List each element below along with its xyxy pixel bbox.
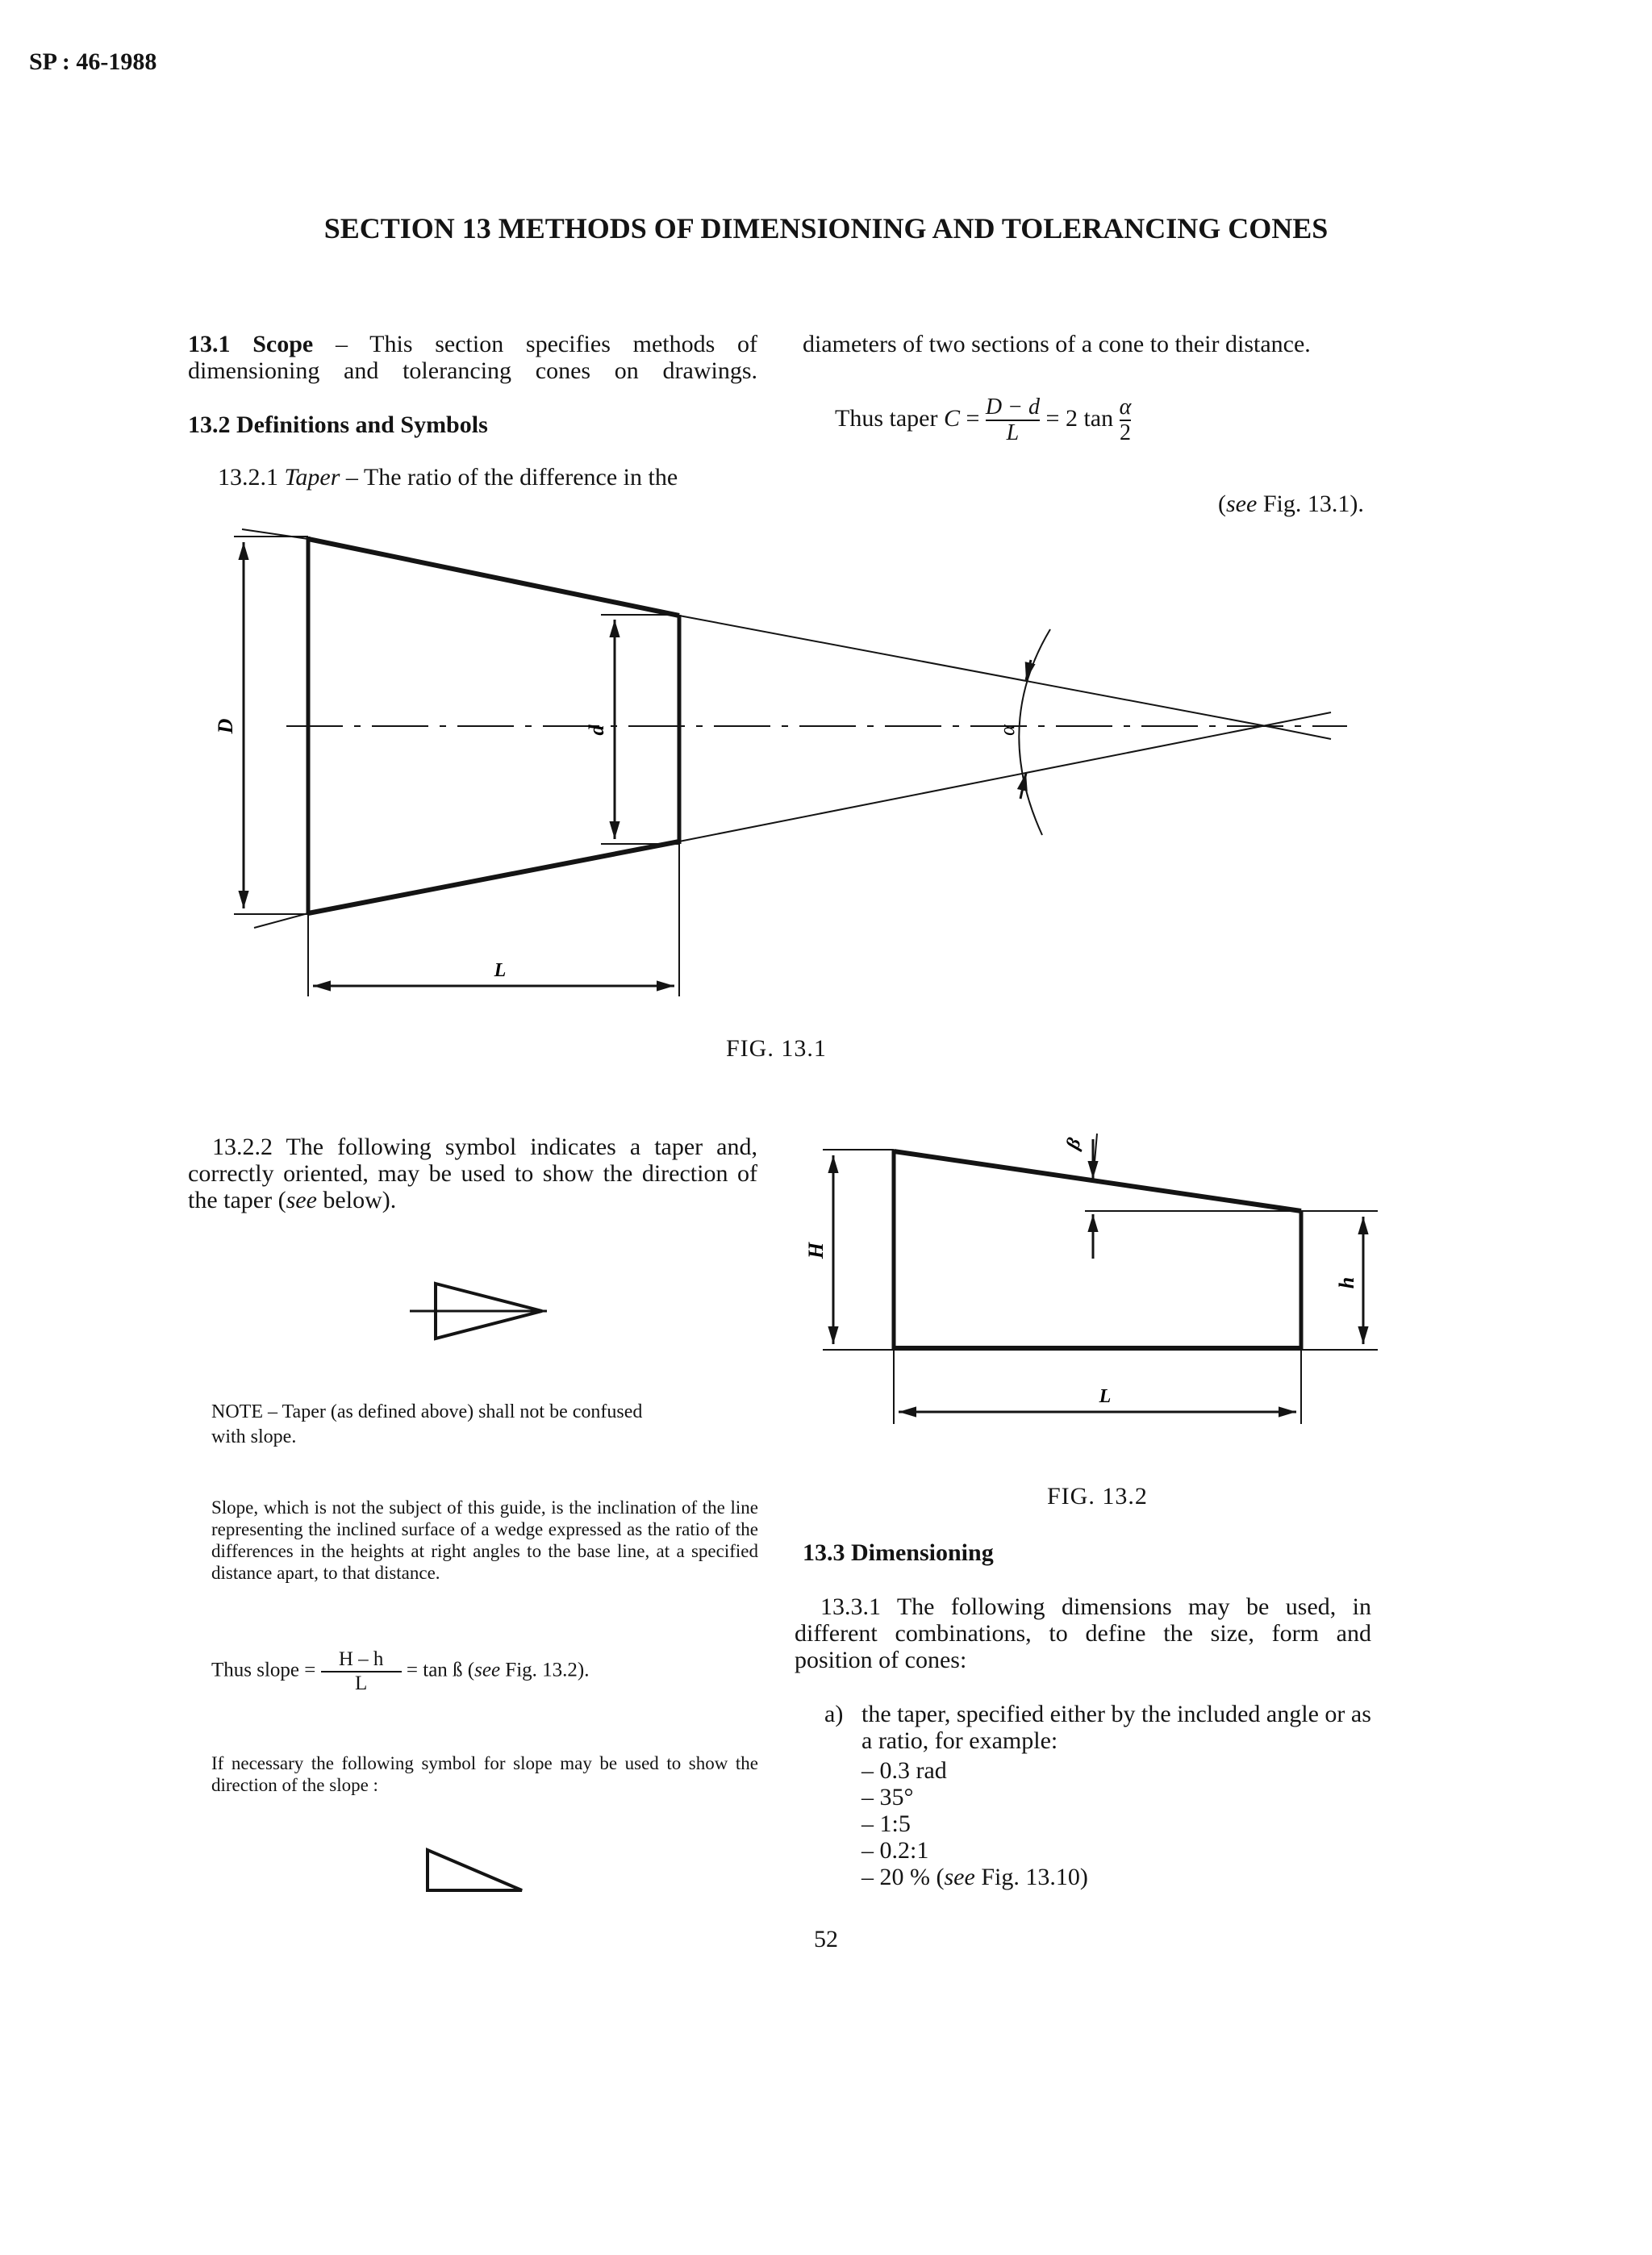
taper-formula-rhs: = 2 tan	[1045, 404, 1114, 432]
fig2-inclined-top	[894, 1151, 1301, 1211]
fig1-caption: FIG. 13.1	[726, 1035, 827, 1062]
example-4-line: – 20 % (see Fig. 13.10)	[861, 1864, 1088, 1890]
taper-def-left: 13.2.1 Taper – The ratio of the difference in the	[218, 464, 678, 491]
scope-text: This section specifies methods of dimensioning and tolerancing cones on drawings.	[188, 331, 757, 384]
list-a-marker: a)	[824, 1701, 844, 1727]
note-block: NOTE – Taper (as defined above) shall not be confused with slope.	[211, 1400, 760, 1450]
fig1-D-label: D	[214, 718, 237, 734]
slope-formula: Thus slope = $\frac{H - h}{L}$ = tan ß (see Fig. 13.2).	[211, 1648, 590, 1694]
see-fig1: (see Fig. 13.1).	[1218, 491, 1364, 517]
fig2-caption: FIG. 13.2	[1047, 1483, 1148, 1510]
taper-def-right: diameters of two sections of a cone to their distance.	[803, 331, 1311, 357]
dimensioning-number: 13.3	[803, 1539, 845, 1566]
dim-number: 13.3.1	[820, 1593, 881, 1620]
fig1-alpha-label: α	[995, 725, 1019, 736]
symbol-number: 13.2.2	[212, 1134, 273, 1160]
taper-formula: Thus taper C = $\frac{D - d}{L}$ = 2 tan $\frac{\alpha}{2}$	[835, 395, 1132, 445]
list-a-text: the taper, specified either by the included angle or as a ratio, for example:	[861, 1701, 1371, 1754]
scope-title: Scope	[252, 331, 314, 357]
taper-text-left: The ratio of the difference in the	[363, 464, 678, 491]
symbol-text: The following symbol indicates a taper and, correctly oriented, may be used to show the direction of the taper (	[188, 1134, 757, 1213]
fig2-L-label: L	[1099, 1386, 1112, 1407]
scope-number: 13.1	[188, 331, 231, 357]
page-number: 52	[814, 1926, 838, 1952]
alpha-fraction-den: 2	[1119, 420, 1131, 445]
fig1-d-label: d	[585, 725, 608, 736]
slope-formula-rhs: tan ß (	[423, 1659, 475, 1681]
taper-formula-var: C	[943, 404, 960, 432]
symbol-see: see	[286, 1187, 317, 1213]
list-item-a	[824, 1701, 1373, 1890]
note-line2: with slope.	[211, 1426, 297, 1447]
definitions-title: Definitions and Symbols	[236, 411, 488, 438]
taper-fraction-den: L	[1006, 420, 1020, 445]
taper-formula-lead: Thus taper	[835, 404, 938, 432]
slope-formula-lead: Thus slope	[211, 1659, 300, 1681]
document-id: SP : 46-1988	[29, 48, 157, 75]
dimensioning-heading	[803, 1539, 994, 1566]
see-fig1-see: see	[1226, 491, 1258, 517]
example-0: – 0.3 rad	[861, 1757, 947, 1784]
section-title: SECTION 13 METHODS OF DIMENSIONING AND TOLERANCING CONES	[323, 212, 1329, 244]
symbol-tail: below).	[323, 1187, 397, 1213]
note-line1: Taper (as defined above) shall not be confused	[282, 1401, 643, 1422]
slope-fraction	[321, 1648, 402, 1695]
dim-paragraph	[795, 1593, 1371, 1673]
taper-number: 13.2.1	[218, 464, 278, 491]
example-4: – 20 %	[861, 1864, 930, 1890]
example-4-ref: Fig. 13.10)	[981, 1864, 1088, 1890]
alpha-fraction-num: α	[1119, 395, 1132, 420]
taper-fraction-num: D − d	[985, 395, 1041, 420]
example-2: – 1:5	[861, 1810, 911, 1837]
definitions-number: 13.2	[188, 411, 231, 438]
example-4-see: see	[944, 1864, 975, 1890]
example-3: – 0.2:1	[861, 1837, 929, 1864]
example-1: – 35°	[861, 1784, 914, 1810]
slope-see-ref: Fig. 13.2).	[505, 1659, 590, 1681]
see-fig1-ref: Fig. 13.1).	[1262, 491, 1364, 517]
slope-symbol-icon	[423, 1844, 528, 1900]
dim-text: The following dimensions may be used, in different combinations, to define the size, form and position of cones:	[795, 1593, 1371, 1673]
fig2-h-label: h	[1335, 1276, 1358, 1289]
slope-see: see	[474, 1659, 501, 1681]
fig2-beta-label: β	[1062, 1135, 1086, 1152]
taper-title: Taper	[284, 464, 340, 491]
slope-fraction-den: L	[355, 1672, 368, 1694]
fig2-H-label: H	[804, 1242, 828, 1259]
scope-block: 13.1 Scope – This section specifies methods of dimensioning and tolerancing cones on drawings.	[188, 331, 757, 384]
list-a-examples	[861, 1757, 1373, 1890]
slope-paragraph: Slope, which is not the subject of this guide, is the inclination of the line representing the inclined surface of a wedge expressed as the ratio of the differences in the heights at right angles to the base line, at a specified distance apart, to that distance.	[211, 1497, 758, 1583]
slope-fraction-num: H – h	[338, 1648, 384, 1670]
dimensioning-title: Dimensioning	[851, 1539, 994, 1566]
fig1-L-label: L	[494, 960, 507, 981]
note-label: NOTE	[211, 1401, 263, 1422]
slope-symbol-paragraph: If necessary the following symbol for slope may be used to show the direction of the slope :	[211, 1753, 758, 1795]
